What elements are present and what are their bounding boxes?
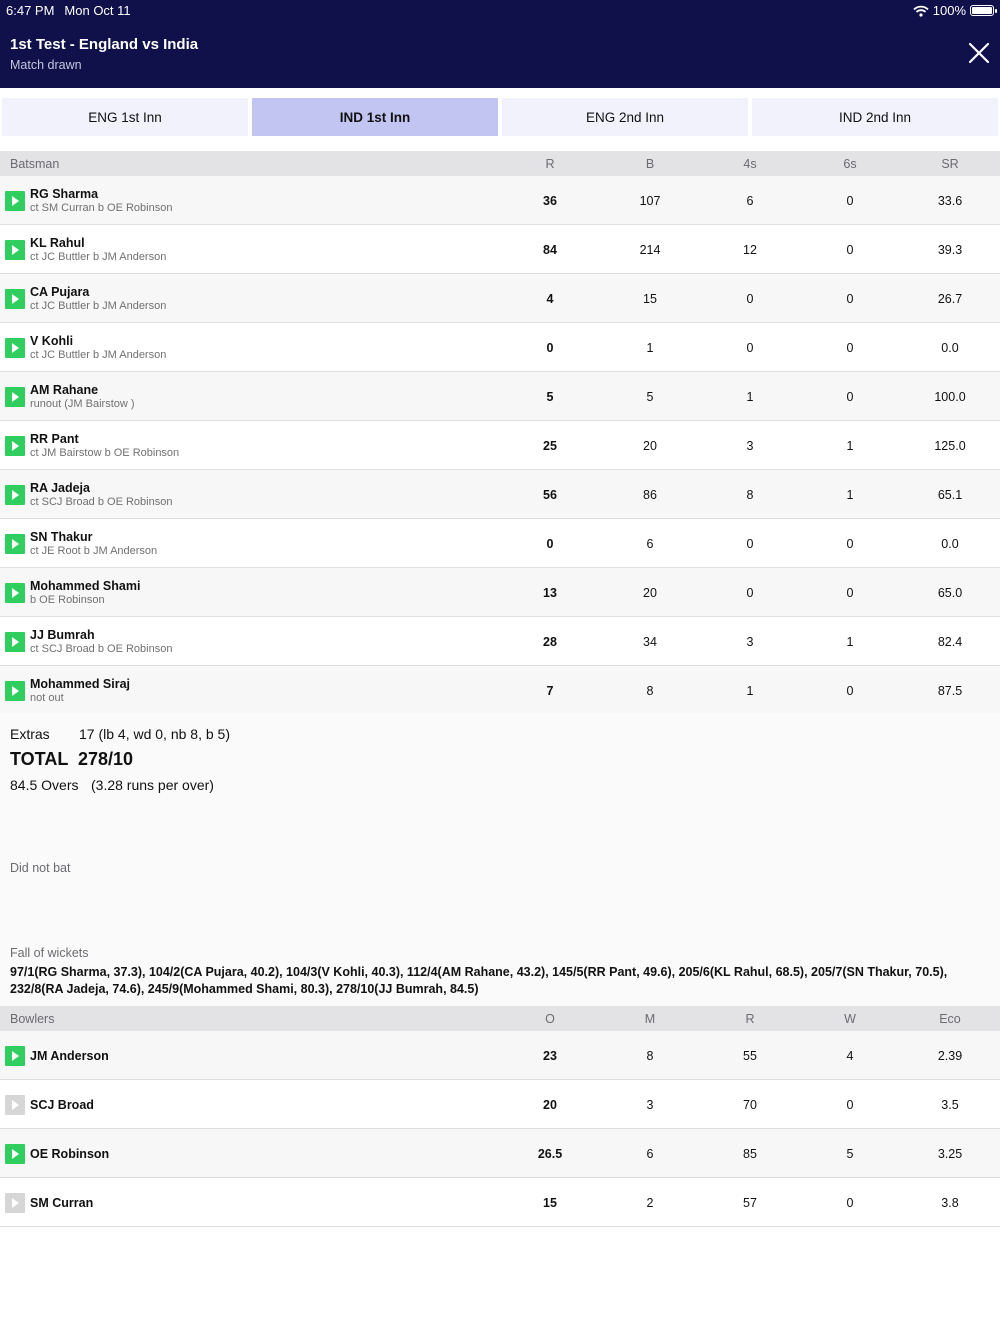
strike-rate-value: 125.0 — [934, 439, 966, 453]
wifi-icon — [913, 5, 929, 17]
overs-value: 20 — [543, 1098, 557, 1112]
maidens-value: 3 — [646, 1098, 654, 1112]
wickets-column-header: W — [844, 1012, 856, 1026]
balls-value: 5 — [646, 390, 654, 404]
strike-rate-value: 33.6 — [937, 194, 963, 208]
play-icon[interactable] — [5, 338, 25, 358]
fours-value: 0 — [746, 292, 754, 306]
strike-rate-value: 87.5 — [937, 684, 963, 698]
balls-value: 20 — [643, 439, 657, 453]
play-icon[interactable] — [5, 681, 25, 701]
play-icon[interactable] — [5, 632, 25, 652]
status-time: 6:47 PM — [6, 3, 55, 18]
bowler-name: JM Anderson — [30, 1049, 109, 1063]
sixes-value: 0 — [846, 586, 854, 600]
bowler-name: SCJ Broad — [30, 1098, 94, 1112]
sixes-value: 1 — [846, 439, 854, 453]
play-icon[interactable] — [5, 583, 25, 603]
tab-ind-1st-inn[interactable]: IND 1st Inn — [252, 98, 498, 136]
balls-value: 8 — [646, 684, 654, 698]
batsman-name: RA Jadeja — [30, 481, 90, 495]
play-icon[interactable] — [5, 534, 25, 554]
maidens-value: 2 — [646, 1196, 654, 1210]
play-icon[interactable] — [5, 191, 25, 211]
runs-conceded-value: 55 — [743, 1049, 757, 1063]
overs-value: 23 — [543, 1049, 557, 1063]
wickets-value: 0 — [846, 1196, 854, 1210]
table-row[interactable] — [0, 1129, 1000, 1178]
dismissal-text: b OE Robinson — [30, 594, 105, 606]
fours-value: 1 — [746, 684, 754, 698]
batsman-name: RG Sharma — [30, 187, 99, 201]
table-row[interactable] — [0, 519, 1000, 568]
sixes-value: 0 — [846, 292, 854, 306]
runs-value: 36 — [543, 194, 557, 208]
sixes-column-header: 6s — [843, 157, 857, 171]
balls-column-header: B — [645, 157, 655, 171]
total-label: TOTAL — [10, 749, 69, 769]
sixes-value: 0 — [846, 390, 854, 404]
runs-value: 0 — [546, 537, 554, 551]
table-row[interactable] — [0, 617, 1000, 666]
innings-summary — [0, 713, 1000, 1006]
table-row[interactable] — [0, 568, 1000, 617]
bowling-table-header — [0, 1006, 1000, 1031]
play-icon[interactable] — [5, 387, 25, 407]
balls-value: 107 — [639, 194, 661, 208]
table-row[interactable] — [0, 1178, 1000, 1227]
play-icon[interactable] — [5, 240, 25, 260]
strike-rate-value: 65.1 — [937, 488, 963, 502]
wickets-value: 5 — [846, 1147, 854, 1161]
total-value: 278/10 — [78, 749, 134, 769]
sixes-value: 0 — [846, 243, 854, 257]
runs-value: 25 — [543, 439, 557, 453]
extras-value: 17 (lb 4, wd 0, nb 8, b 5) — [79, 726, 230, 742]
bowler-name: OE Robinson — [30, 1147, 110, 1161]
table-row[interactable] — [0, 176, 1000, 225]
runs-conceded-value: 57 — [743, 1196, 757, 1210]
overs-column-header: O — [545, 1012, 555, 1026]
runs-value: 0 — [546, 341, 554, 355]
fours-value: 0 — [746, 586, 754, 600]
did-not-bat-label: Did not bat — [10, 861, 71, 875]
table-row[interactable] — [0, 1031, 1000, 1080]
runs-value: 56 — [543, 488, 557, 502]
economy-value: 3.5 — [941, 1098, 959, 1112]
runs-conceded-value: 70 — [743, 1098, 757, 1112]
status-bar-left — [6, 3, 131, 18]
maidens-value: 8 — [646, 1049, 654, 1063]
overs-value: 15 — [543, 1196, 557, 1210]
table-row[interactable] — [0, 1080, 1000, 1129]
runs-value: 7 — [546, 684, 554, 698]
balls-value: 86 — [643, 488, 657, 502]
batsman-name: SN Thakur — [30, 530, 93, 544]
fall-of-wickets-label: Fall of wickets — [10, 946, 89, 960]
extras-label: Extras — [10, 726, 50, 742]
fours-value: 3 — [746, 439, 754, 453]
economy-column-header: Eco — [939, 1012, 961, 1026]
sixes-value: 0 — [846, 194, 854, 208]
strike-rate-value: 82.4 — [937, 635, 963, 649]
fours-value: 3 — [746, 635, 754, 649]
table-row[interactable] — [0, 470, 1000, 519]
fours-value: 6 — [746, 194, 754, 208]
run-rate-value: (3.28 runs per over) — [91, 777, 214, 793]
runs-value: 5 — [546, 390, 554, 404]
play-icon[interactable] — [5, 1144, 25, 1164]
table-row[interactable] — [0, 323, 1000, 372]
innings-tabs — [0, 88, 1000, 150]
balls-value: 15 — [643, 292, 657, 306]
overs-value: 26.5 — [537, 1147, 563, 1161]
fours-column-header: 4s — [743, 157, 757, 171]
tab-ind-2nd-inn[interactable]: IND 2nd Inn — [752, 98, 998, 136]
dismissal-text: ct JC Buttler b JM Anderson — [30, 349, 167, 361]
app-header — [0, 0, 1000, 88]
play-icon[interactable] — [5, 485, 25, 505]
play-icon[interactable] — [5, 1095, 25, 1115]
runs-value: 13 — [543, 586, 557, 600]
balls-value: 214 — [639, 243, 661, 257]
batsman-name: Mohammed Shami — [30, 579, 141, 593]
runs-value: 84 — [543, 243, 557, 257]
runs-conceded-column-header: R — [745, 1012, 755, 1026]
sixes-value: 1 — [846, 488, 854, 502]
balls-value: 34 — [643, 635, 657, 649]
batsman-name: Mohammed Siraj — [30, 677, 131, 691]
batsman-name: CA Pujara — [30, 285, 90, 299]
tab-eng-1st-inn[interactable]: ENG 1st Inn — [2, 98, 248, 136]
status-date: Mon Oct 11 — [64, 3, 131, 18]
fours-value: 0 — [746, 341, 754, 355]
strike-rate-value: 0.0 — [941, 537, 959, 551]
fours-value: 8 — [746, 488, 754, 502]
strike-rate-column-header: SR — [941, 157, 959, 171]
play-icon[interactable] — [5, 1193, 25, 1213]
sixes-value: 0 — [846, 537, 854, 551]
battery-icon — [970, 5, 994, 16]
batsman-name: V Kohli — [30, 334, 74, 348]
maidens-value: 6 — [646, 1147, 654, 1161]
batsman-name: KL Rahul — [30, 236, 85, 250]
dismissal-text: ct JC Buttler b JM Anderson — [30, 300, 167, 312]
economy-value: 3.25 — [937, 1147, 963, 1161]
dismissal-text: ct JM Bairstow b OE Robinson — [30, 447, 180, 459]
table-row[interactable] — [0, 421, 1000, 470]
table-row[interactable] — [0, 666, 1000, 715]
runs-conceded-value: 85 — [743, 1147, 757, 1161]
strike-rate-value: 0.0 — [941, 341, 959, 355]
batsman-column-header: Batsman — [10, 157, 60, 171]
play-icon[interactable] — [5, 436, 25, 456]
tab-eng-2nd-inn[interactable]: ENG 2nd Inn — [502, 98, 748, 136]
play-icon[interactable] — [5, 1046, 25, 1066]
match-result: Match drawn — [10, 58, 82, 72]
balls-value: 20 — [643, 586, 657, 600]
strike-rate-value: 26.7 — [937, 292, 963, 306]
fours-value: 0 — [746, 537, 754, 551]
dismissal-text: runout (JM Bairstow ) — [30, 398, 135, 410]
economy-value: 3.8 — [941, 1196, 959, 1210]
strike-rate-value: 65.0 — [937, 586, 963, 600]
play-icon[interactable] — [5, 289, 25, 309]
batting-table-header — [0, 151, 1000, 176]
sixes-value: 1 — [846, 635, 854, 649]
maidens-column-header: M — [644, 1012, 656, 1026]
fall-of-wickets-value: 97/1(RG Sharma, 37.3), 104/2(CA Pujara, 40.2), 104/3(V Kohli, 40.3), 112/4(AM Rahane, 43.2), 145/5(RR Pant, 49.6), 205/6(KL Rahul, 68.5), 205/7(SN Thakur, 70.5), 232/8(RA Jadeja, 74.6), 245/9(Mohammed Shami, 80.3), 278/10(JJ Bumrah, 84.5) — [10, 965, 948, 996]
sixes-value: 0 — [846, 341, 854, 355]
wickets-value: 4 — [846, 1049, 854, 1063]
balls-value: 6 — [646, 537, 654, 551]
overs-value: 84.5 Overs — [10, 777, 79, 793]
strike-rate-value: 100.0 — [934, 390, 966, 404]
table-row[interactable] — [0, 225, 1000, 274]
dismissal-text: ct JE Root b JM Anderson — [30, 545, 158, 557]
bowlers-column-header: Bowlers — [10, 1012, 55, 1026]
fours-value: 12 — [743, 243, 757, 257]
table-row[interactable] — [0, 372, 1000, 421]
close-icon[interactable] — [968, 42, 990, 64]
runs-value: 4 — [546, 292, 554, 306]
economy-value: 2.39 — [937, 1049, 963, 1063]
match-title: 1st Test - England vs India — [10, 36, 199, 53]
dismissal-text: ct JC Buttler b JM Anderson — [30, 251, 167, 263]
strike-rate-value: 39.3 — [937, 243, 963, 257]
dismissal-text: ct SCJ Broad b OE Robinson — [30, 496, 173, 508]
batsman-name: JJ Bumrah — [30, 628, 95, 642]
runs-column-header: R — [545, 157, 555, 171]
sixes-value: 0 — [846, 684, 854, 698]
dismissal-text: not out — [30, 692, 64, 704]
runs-value: 28 — [543, 635, 557, 649]
status-bar-right — [913, 3, 994, 18]
wickets-value: 0 — [846, 1098, 854, 1112]
dismissal-text: ct SM Curran b OE Robinson — [30, 202, 173, 214]
balls-value: 1 — [646, 341, 654, 355]
battery-percent: 100% — [932, 3, 966, 18]
batsman-name: AM Rahane — [30, 383, 99, 397]
table-row[interactable] — [0, 274, 1000, 323]
batsman-name: RR Pant — [30, 432, 79, 446]
dismissal-text: ct SCJ Broad b OE Robinson — [30, 643, 173, 655]
fours-value: 1 — [746, 390, 754, 404]
bowler-name: SM Curran — [30, 1196, 94, 1210]
